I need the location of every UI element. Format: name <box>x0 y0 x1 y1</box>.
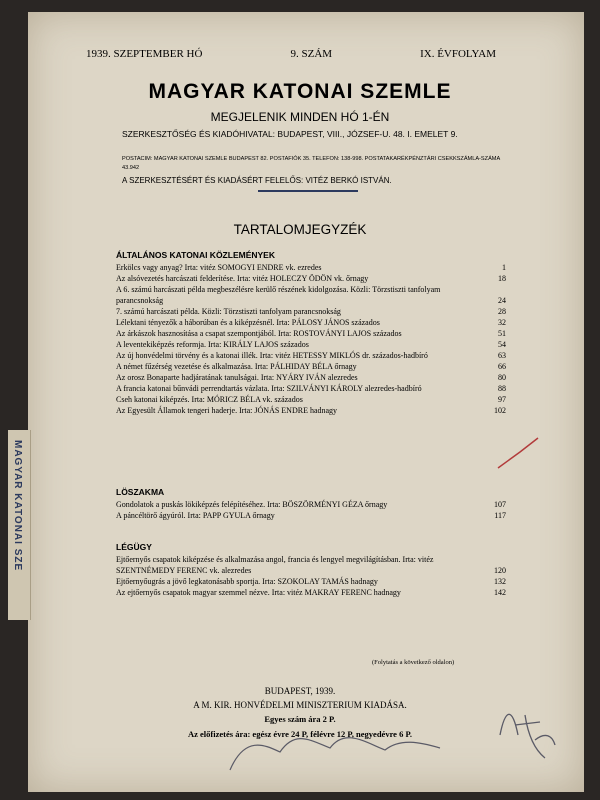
toc-entry-text: A német fűzérség vezetése és alkalmazása. Irta: PÁLHIDAY BÉLA őrnagy <box>116 362 357 371</box>
toc-entry-text: Az ejtőernyős csapatok magyar szemmel nézve. Irta: vitéz MAKRAY FERENC hadnagy <box>116 588 401 597</box>
magazine-subtitle: MEGJELENIK MINDEN HÓ 1-ÉN <box>210 110 390 124</box>
toc-title: TARTALOMJEGYZÉK <box>233 222 367 237</box>
toc-entry-text: Lélektani tényezők a háborúban és a kiképzésnél. Irta: PÁLOSY JÁNOS százados <box>116 318 380 327</box>
toc-entry-text: Ejtőernyős csapatok kiképzése és alkalmazása angol, francia és lengyel megvilágításban. Irta: vitéz SZENTNÉMEDY FERENC vk. alezredes <box>116 555 434 575</box>
toc-entry-page: 107 <box>494 500 506 509</box>
toc-entry-text: 7. számú harcászati példa. Közli: Törzstiszti tanfolyam parancsnokság <box>116 307 341 316</box>
postal-info: POSTACIM: MAGYAR KATONAI SZEMLE BUDAPEST 82. POSTAFIÓK 35. TELEFON: 138-998. POSTATAKARÉKPÉNZTÁRI CSEKKSZÁMLA-SZÁMA 43.942 <box>122 156 500 171</box>
toc-entry-page: 66 <box>498 362 506 371</box>
toc-entry-text: A páncéltörő ágyúról. Irta: PAPP GYULA őrnagy <box>116 511 275 520</box>
toc-entry-page: 88 <box>498 384 506 393</box>
section-title: LÉGÜGY <box>116 542 152 552</box>
footer-subscription: Az előfizetés ára: egész évre 24 P, félévre 12 P, negyedévre 6 P. <box>188 729 412 739</box>
pencil-scribble <box>230 738 440 770</box>
toc-entry-text: Az új honvédelmi törvény és a katonai illék. Irta: vitéz HETESSY MIKLÓS dr. százados-hadbíró <box>116 351 428 360</box>
toc-entry-page: 120 <box>494 566 506 575</box>
section-title: LÖSZAKMA <box>116 487 165 497</box>
toc-entry-text: Az alsóvezetés harcászati felderítése. Irta: vitéz HOLECZY ÖDÖN vk. őrnagy <box>116 274 369 283</box>
toc-entry-page: 28 <box>498 307 506 316</box>
toc-entry-page: 1 <box>502 263 506 272</box>
issue-number: 9. SZÁM <box>290 48 333 60</box>
toc-entry-page: 80 <box>498 373 506 382</box>
toc-entry-page: 24 <box>498 296 506 305</box>
continued-note: (Folytatás a következő oldalon) <box>372 659 455 666</box>
footer-place: BUDAPEST, 1939. <box>264 686 336 696</box>
magazine-title: MAGYAR KATONAI SZEMLE <box>148 80 452 103</box>
issue-date: 1939. SZEPTEMBER HÓ <box>86 48 203 60</box>
responsible-editor: A SZERKESZTÉSÉRT ÉS KIADÁSÉRT FELELŐS: VITÉZ BERKÓ ISTVÁN. <box>122 176 392 185</box>
toc-entry-page: 63 <box>498 351 506 360</box>
toc-entry-text: A francia katonai bűnvádi perrendtartás vázlata. Irta: SZILVÁNYI KÁROLY alezredes-hadbíró <box>116 384 422 393</box>
toc-entry-text: Az orosz Bonaparte hadjáratának tanulságai. Irta: NYÁRY IVÁN alezredes <box>116 373 358 382</box>
toc-entry-text: Az árkászok hasznosítása a csapat szempontjából. Irta: ROSTOVÁNYI LAJOS százados <box>116 329 402 338</box>
pencil-signature <box>500 714 555 758</box>
toc-entry-page: 97 <box>498 395 506 404</box>
toc-entry-text: Ejtőernyőugrás a jövő legkatonásabb sportja. Irta: SZOKOLAY TAMÁS hadnagy <box>116 577 378 586</box>
editorial-address: SZERKESZTŐSÉG ÉS KIADÓHIVATAL: BUDAPEST, VIII., JÓZSEF-U. 48. I. EMELET 9. <box>122 129 458 139</box>
toc-entry-page: 102 <box>494 406 506 415</box>
toc-entry-page: 54 <box>498 340 506 349</box>
toc-entry-text: A leventekiképzés reformja. Irta: KIRÁLY LAJOS százados <box>116 340 309 349</box>
spine-text: MAGYAR KATONAI SZE <box>12 440 23 572</box>
toc-entry-page: 32 <box>498 318 506 327</box>
toc-entry-text: Erkölcs vagy anyag? Irta: vitéz SOMOGYI ENDRE vk. ezredes <box>116 263 322 272</box>
toc-entry-text: Cseh katonai kiképzés. Irta: MÓRICZ BÉLA vk. százados <box>116 395 303 404</box>
section-title: ÁLTALÁNOS KATONAI KÖZLEMÉNYEK <box>116 250 275 260</box>
footer-publisher: A M. KIR. HONVÉDELMI MINISZTERIUM KIADÁSA. <box>193 700 407 710</box>
issue-volume: IX. ÉVFOLYAM <box>420 48 496 60</box>
toc-entry-page: 142 <box>494 588 506 597</box>
toc-entry-page: 18 <box>498 274 506 283</box>
toc-entry-text: Az Egyesült Államok tengeri haderje. Irta: JÓNÁS ENDRE hadnagy <box>116 406 338 415</box>
toc-entry-page: 51 <box>498 329 506 338</box>
toc-entry-page: 117 <box>494 511 506 520</box>
toc-entry-text: A 6. számú harcászati példa megbeszélésre kerülő részének kidolgozása. Közli: Törzstiszti tanfolyam parancsnokság <box>116 285 441 305</box>
footer-price: Egyes szám ára 2 P. <box>264 714 336 724</box>
toc-entry-text: Gondolatok a puskás lökiképzés felépítéséhez. Irta: BÖSZÖRMÉNYI GÉZA őrnagy <box>116 500 388 509</box>
red-check-mark <box>498 438 538 468</box>
toc-entry-page: 132 <box>494 577 506 586</box>
